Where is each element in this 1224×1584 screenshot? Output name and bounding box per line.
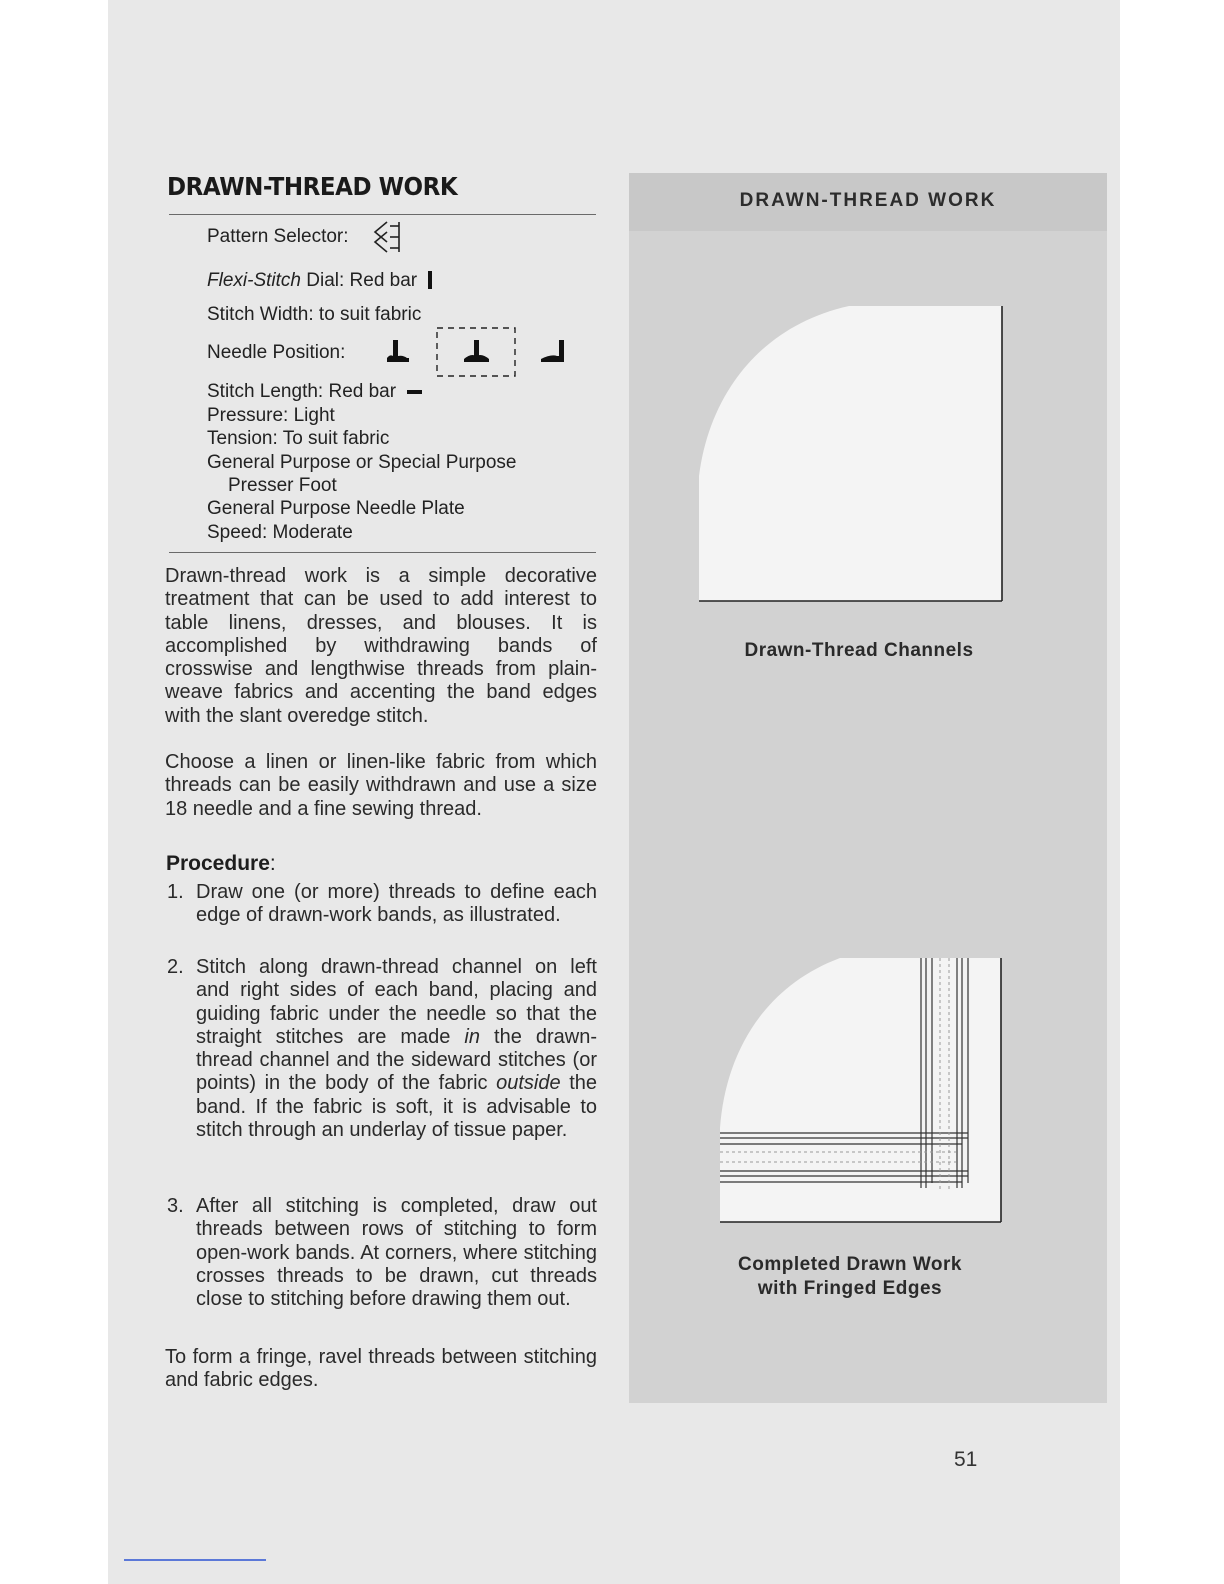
- panel-heading: DRAWN-THREAD WORK: [629, 173, 1107, 231]
- caption-completed-line-1: Completed Drawn Work: [738, 1254, 962, 1275]
- bottom-accent-line: [124, 1559, 266, 1561]
- step-2-emphasis-outside: outside: [496, 1072, 561, 1095]
- needle-left-icon: [387, 340, 409, 362]
- step-number: 1.: [167, 881, 184, 903]
- foot-line-1: General Purpose or Special Purpose: [207, 452, 517, 473]
- pattern-selector-icon: [373, 218, 403, 258]
- top-rule: [169, 214, 596, 215]
- drawn-thread-channels-illustration: [699, 306, 1029, 606]
- stitch-width-line: Stitch Width: to suit fabric: [207, 304, 422, 325]
- stitch-length-bar-icon: [407, 390, 422, 394]
- step-2-part-b: the drawn-thread channel and the sideward stitches (or points) in the body of the fabric: [196, 1025, 597, 1095]
- page-number: 51: [954, 1448, 978, 1471]
- needle-position-icons: [385, 326, 575, 380]
- caption-completed-line-2: with Fringed Edges: [757, 1278, 943, 1299]
- tension-line: Tension: To suit fabric: [207, 428, 390, 449]
- step-2-emphasis-in: in: [464, 1025, 480, 1048]
- stitch-length-label: Stitch Length: Red bar: [207, 381, 397, 402]
- procedure-step-1: [167, 881, 597, 953]
- settings-bottom-rule: [169, 552, 596, 553]
- foot-line-2: Presser Foot: [228, 475, 337, 496]
- procedure-heading-colon: :: [269, 852, 276, 875]
- procedure-heading-text: Procedure: [166, 852, 270, 875]
- needle-position-label: Needle Position:: [207, 342, 346, 363]
- page-title: DRAWN-THREAD WORK: [167, 172, 458, 201]
- needle-plate-line: General Purpose Needle Plate: [207, 498, 465, 519]
- red-bar-icon: [428, 271, 432, 289]
- stitch-length-line: [207, 381, 422, 403]
- intro-paragraph-2: Choose a linen or linen-like fabric from which threads can be easily withdrawn and use a size 18 needle and a fine sewing thread.: [165, 751, 597, 820]
- caption-drawn-thread-channels: Drawn-Thread Channels: [744, 640, 974, 661]
- pattern-selector-line: [207, 226, 349, 248]
- intro-paragraph-1: Drawn-thread work is a simple decorative treatment that can be used to add interest to table linens, dresses, and blouses. It is accomplished by withdrawing bands of crosswise and lengthwise threads from plain-weave fabrics and accenting the band edges with the slant overedge stitch.: [165, 565, 597, 727]
- pattern-selector-label: Pattern Selector:: [207, 226, 349, 247]
- procedure-heading: [166, 852, 276, 876]
- procedure-step-3: [167, 1195, 597, 1335]
- flexi-stitch-line: [207, 270, 432, 292]
- flexi-stitch-name: Flexi-Stitch: [207, 270, 301, 291]
- step-2-part-c: the band. If the fabric is soft, it is advisable to stitch through an underlay of tissue paper.: [196, 1072, 597, 1142]
- step-2-part-a: Stitch along drawn-thread channel on left and right sides of each band, placing and guiding fabric under the needle so that the straight stitches are made: [196, 956, 597, 1048]
- step-text: [196, 956, 597, 1142]
- needle-position-line: [207, 342, 345, 364]
- illustration-panel: [629, 173, 1107, 1403]
- step-number: 2.: [167, 956, 184, 978]
- caption-completed-drawn-work: [629, 1253, 1071, 1301]
- procedure-step-2: [167, 956, 597, 1191]
- speed-line: Speed: Moderate: [207, 522, 353, 543]
- pressure-line: Pressure: Light: [207, 405, 335, 426]
- step-text: Draw one (or more) threads to define each edge of drawn-work bands, as illustrated.: [196, 881, 597, 927]
- closing-paragraph: To form a fringe, ravel threads between stitching and fabric edges.: [165, 1346, 597, 1392]
- needle-right-icon: [541, 340, 564, 362]
- step-number: 3.: [167, 1195, 184, 1217]
- flexi-stitch-rest: Dial: Red bar: [300, 270, 418, 291]
- completed-drawn-work-illustration: [720, 958, 1020, 1228]
- needle-center-icon: [437, 328, 515, 376]
- step-text: After all stitching is completed, draw out threads between rows of stitching to form open-work bands. At corners, where stitching crosses threads to be drawn, cut threads close to stitching before drawing them out.: [196, 1195, 597, 1311]
